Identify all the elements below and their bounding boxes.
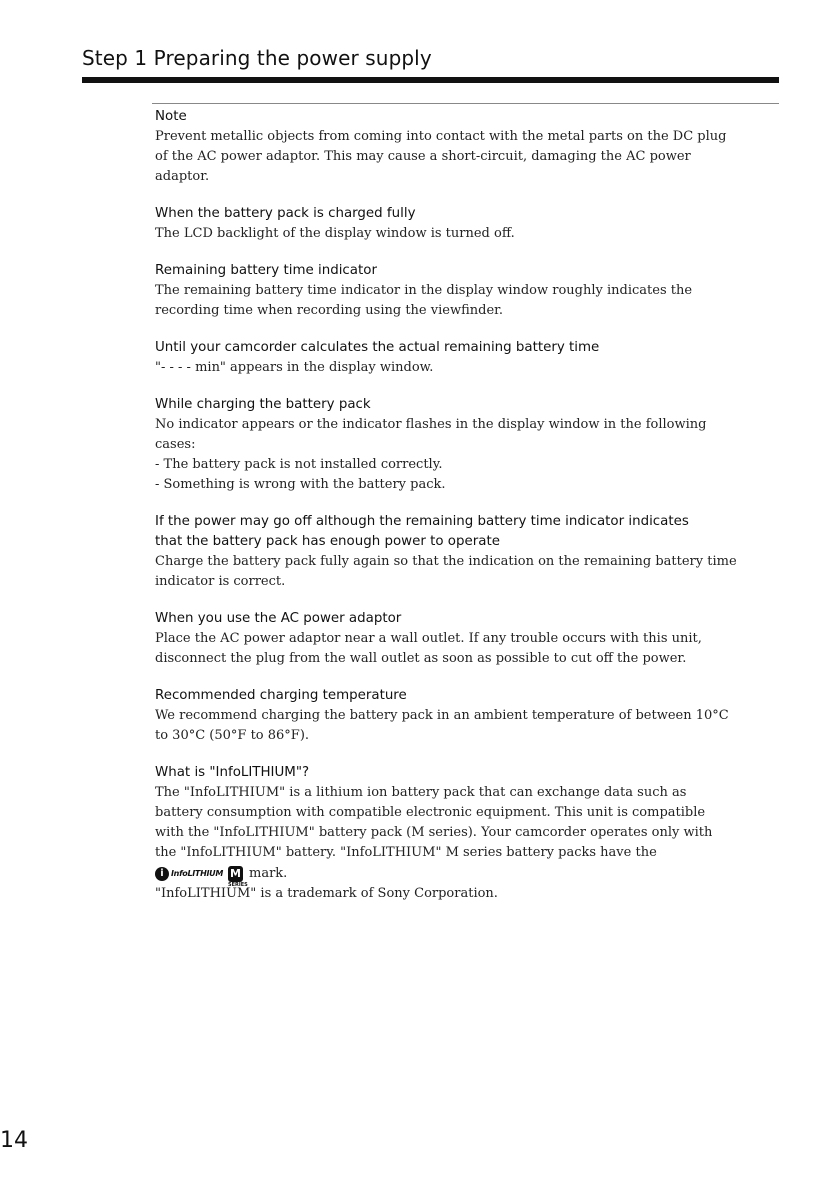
infolithium-logo xyxy=(155,866,248,888)
section-charging-temperature xyxy=(155,686,775,746)
m-series-icon xyxy=(228,866,248,888)
logo-suffix: mark. xyxy=(249,865,288,881)
section-heading: What is "InfoLITHIUM"? xyxy=(155,765,310,780)
body-line: "- - - - min" appears in the display window. xyxy=(155,360,434,375)
body-line: The LCD backlight of the display window is turned off. xyxy=(155,226,515,241)
body-line: The remaining battery time indicator in the display window roughly indicates the xyxy=(155,283,693,298)
section-heading: If the power may go off although the remaining battery time indicator indicates xyxy=(155,514,689,529)
body-line: indicator is correct. xyxy=(155,574,286,589)
section-heading: While charging the battery pack xyxy=(155,397,371,412)
m-series-glyph: M xyxy=(230,866,241,880)
section-what-is-infolithium xyxy=(155,763,775,904)
trademark-line: "InfoLITHIUM" is a trademark of Sony Corporation. xyxy=(155,886,498,901)
section-heading: When you use the AC power adaptor xyxy=(155,611,402,626)
section-until-calculates xyxy=(155,338,775,378)
section-heading: Note xyxy=(155,109,187,124)
body-line: adaptor. xyxy=(155,169,210,184)
body-line: to 30°C (50°F to 86°F). xyxy=(155,728,310,743)
body-line: recording time when recording using the viewfinder. xyxy=(155,303,504,318)
body-line: with the "InfoLITHIUM" battery pack (M series). Your camcorder operates only with xyxy=(155,825,713,840)
m-series-caption: SERIES xyxy=(228,881,248,888)
page-number: 14 xyxy=(0,1128,28,1153)
infolithium-wordmark: InfoLITHIUM xyxy=(171,869,224,878)
section-heading: Remaining battery time indicator xyxy=(155,263,377,278)
header-rule xyxy=(82,77,779,83)
body-line: battery consumption with compatible electronic equipment. This unit is compatible xyxy=(155,805,706,820)
page-title: Step 1 Preparing the power supply xyxy=(82,46,432,70)
body-line: the "InfoLITHIUM" battery. "InfoLITHIUM" M series battery packs have the xyxy=(155,845,657,860)
section-heading: Recommended charging temperature xyxy=(155,688,407,703)
body-line: - Something is wrong with the battery pack. xyxy=(155,477,446,492)
body-line: No indicator appears or the indicator flashes in the display window in the following xyxy=(155,417,707,432)
infolithium-logo-line xyxy=(155,863,775,888)
section-heading: that the battery pack has enough power to operate xyxy=(155,534,500,549)
section-rule xyxy=(152,103,779,104)
body-line: Prevent metallic objects from coming into contact with the metal parts on the DC plug xyxy=(155,129,727,144)
section-note xyxy=(155,107,775,187)
body-line: We recommend charging the battery pack in an ambient temperature of between 10°C xyxy=(155,708,729,723)
section-while-charging xyxy=(155,395,775,495)
body-line: of the AC power adaptor. This may cause a short-circuit, damaging the AC power xyxy=(155,149,691,164)
section-power-may-go-off xyxy=(155,512,775,592)
body-line: - The battery pack is not installed correctly. xyxy=(155,457,443,472)
body-line: cases: xyxy=(155,437,196,452)
section-heading: Until your camcorder calculates the actual remaining battery time xyxy=(155,340,600,355)
info-circle-icon: i xyxy=(155,867,169,881)
body-line: Charge the battery pack fully again so that the indication on the remaining battery time xyxy=(155,554,737,569)
section-heading: When the battery pack is charged fully xyxy=(155,206,416,221)
content-area xyxy=(155,107,775,921)
body-line: disconnect the plug from the wall outlet as soon as possible to cut off the power. xyxy=(155,651,687,666)
section-charged-fully xyxy=(155,204,775,244)
section-ac-adaptor xyxy=(155,609,775,669)
body-line: The "InfoLITHIUM" is a lithium ion battery pack that can exchange data such as xyxy=(155,785,687,800)
section-remaining-indicator xyxy=(155,261,775,321)
body-line: Place the AC power adaptor near a wall outlet. If any trouble occurs with this unit, xyxy=(155,631,702,646)
